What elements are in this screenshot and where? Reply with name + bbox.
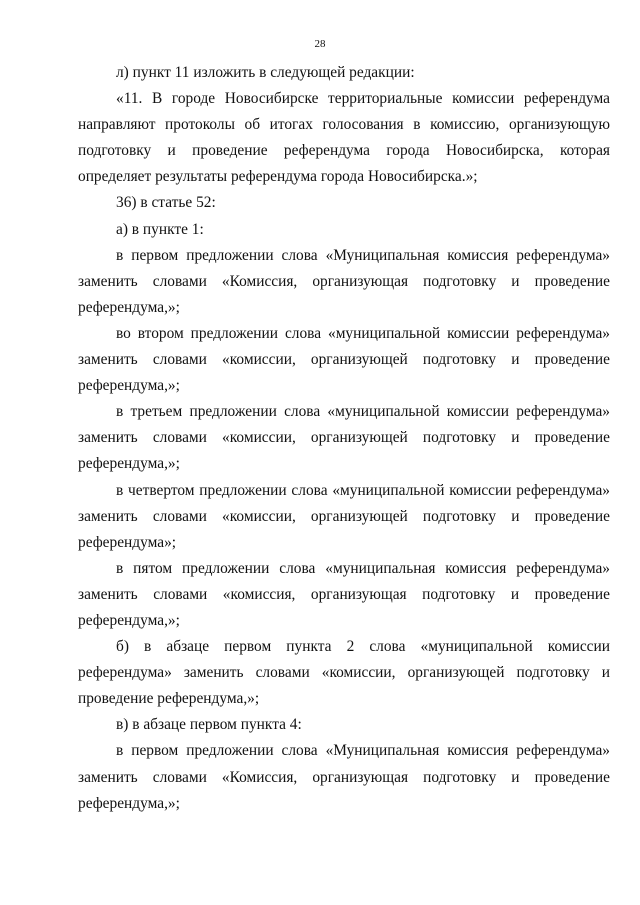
paragraph-point-4-first-sentence: в первом предложении слова «Муниципальная комиссия референдума» заменить словами «Комиссия, организующая подготовку и проведение референдума,»; — [78, 742, 610, 812]
paragraph-second-sentence: во втором предложении слова «муниципальной комиссии референдума» заменить словами «комиссии, организующей подготовку и проведение референдума,»; — [78, 324, 610, 395]
paragraph-point-11-text: «11. В городе Новосибирске территориальные комиссии референдума направляют протоколы об итогах голосования в комиссию, организующую подготовку и проведение референдума города Новосибирска, которая определяет результаты референдума города Новосибирска.»; — [78, 90, 610, 186]
page-number: 28 — [314, 38, 326, 50]
paragraph-v-point-4: в) в абзаце первом пункта 4: — [116, 716, 302, 734]
paragraph-36-article-52: 36) в статье 52: — [116, 194, 216, 212]
paragraph-first-sentence: в первом предложении слова «Муниципальная комиссия референдума» заменить словами «Комиссия, организующая подготовку и проведение референдума,»; — [78, 246, 610, 316]
paragraph-fifth-sentence: в пятом предложении слова «муниципальная комиссия референдума» заменить словами «комиссия, организующая подготовку и проведение референдума,»; — [78, 559, 610, 629]
document-body — [78, 60, 610, 817]
paragraph-fourth-sentence: в четвертом предложении слова «муниципальной комиссии референдума» заменить словами «комиссии, организующей подготовку и проведение референдума»; — [78, 481, 610, 551]
paragraph-a-point-1: а) в пункте 1: — [116, 220, 204, 238]
paragraph-b-point-2: б) в абзаце первом пункта 2 слова «муниципальной комиссии референдума» заменить словами «комиссии, организующей подготовку и проведение референдума,»; — [78, 638, 610, 708]
paragraph-third-sentence: в третьем предложении слова «муниципальной комиссии референдума» заменить словами «комиссии, организующей подготовку и проведение референдума,»; — [78, 403, 610, 473]
paragraph-l-point-11: л) пункт 11 изложить в следующей редакции: — [116, 64, 415, 81]
